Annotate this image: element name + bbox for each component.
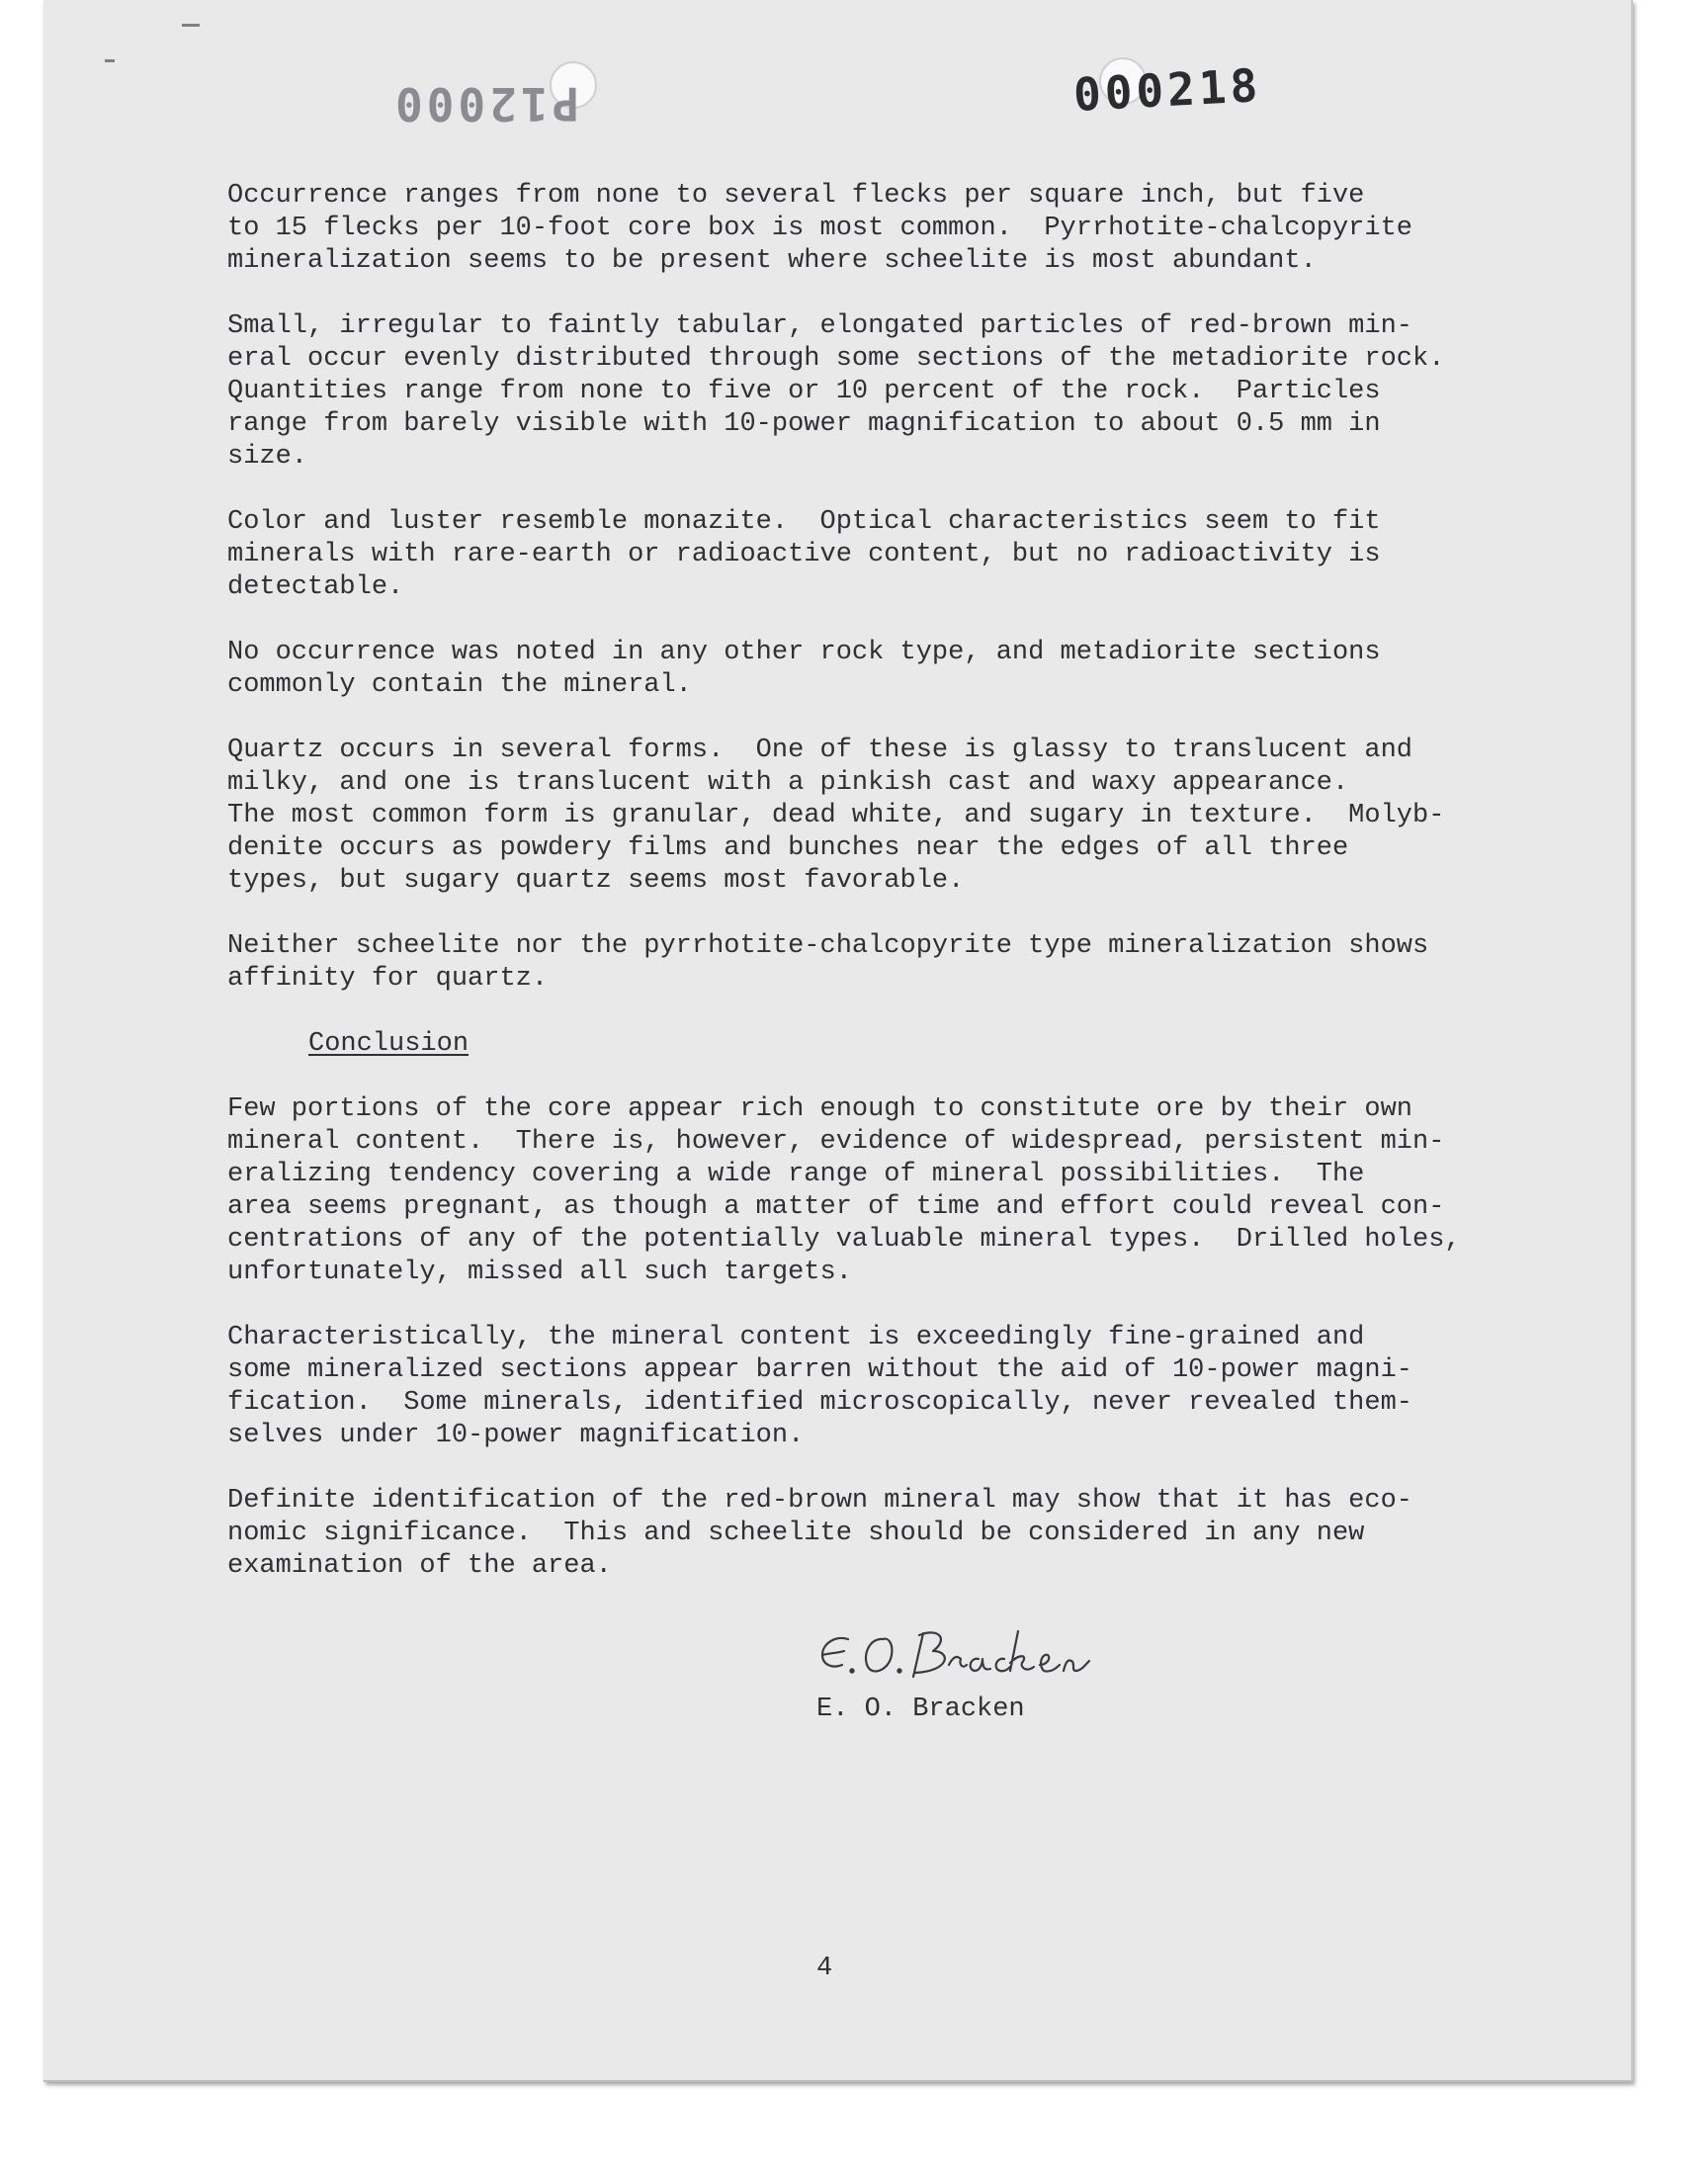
paragraph: Small, irregular to faintly tabular, elongated particles of red-brown min- eral occur evenly distributed through some sections of the metadiorite rock. Quantities range from none to five or 10 percent of the rock. Particles range from barely visible with 10-power magnification to about 0.5 mm in size. — [227, 311, 1445, 472]
paragraph: Neither scheelite nor the pyrrhotite-chalcopyrite type mineralization shows affinity for quartz. — [227, 931, 1429, 994]
conclusion-paragraph: Characteristically, the mineral content is exceedingly fine-grained and some mineralized sections appear barren without the aid of 10-power magni- fication. Some minerals, identified microscopically, never revealed them- selves under 10-power magnification. — [227, 1323, 1412, 1450]
report-body — [227, 180, 1522, 1615]
paragraph: Color and luster resemble monazite. Optical characteristics seem to fit minerals with rare-earth or radioactive content, but no radioactivity is detectable. — [227, 507, 1381, 602]
page-number: 4 — [816, 1954, 833, 1983]
paragraph: Quartz occurs in several forms. One of these is glassy to translucent and milky, and one is translucent with a pinkish cast and waxy appearance. The most common form is granular, dead white, and sugary in texture. Molyb- denite occurs as powdery films and bunches near the edges of all three types, but sugary quartz seems most favorable. — [227, 736, 1445, 896]
section-heading: Conclusion — [308, 1029, 470, 1059]
conclusion-paragraph: Definite identification of the red-brown mineral may show that it has eco- nomic significance. This and scheelite should be considered in any new examination of the area. — [227, 1486, 1412, 1581]
author-name: E. O. Bracken — [816, 1695, 1025, 1724]
paragraph: No occurrence was noted in any other rock type, and metadiorite sections commonly contain the mineral. — [227, 638, 1381, 700]
conclusion-paragraph: Few portions of the core appear rich enough to constitute ore by their own mineral content. There is, however, evidence of widespread, persistent min- eralizing tendency covering a wide range of mineral possibilities. The area seems pregnant, as though a matter of time and effort could reveal con- centrations of any of the potentially valuable mineral types. Drilled holes, unfortunately, missed all such targets. — [227, 1094, 1461, 1287]
document-number-stamp-faded: P12000 — [391, 77, 580, 130]
handwritten-signature — [809, 1621, 1105, 1691]
scan-speck — [182, 24, 200, 27]
paragraph: Occurrence ranges from none to several flecks per square inch, but five to 15 flecks per 10-foot core box is most common. Pyrrhotite-chalcopyrite mineralization seems to be present where scheelite is most abundant. — [227, 181, 1412, 276]
scan-speck — [105, 59, 115, 62]
document-number-stamp: 000218 — [1071, 58, 1263, 122]
